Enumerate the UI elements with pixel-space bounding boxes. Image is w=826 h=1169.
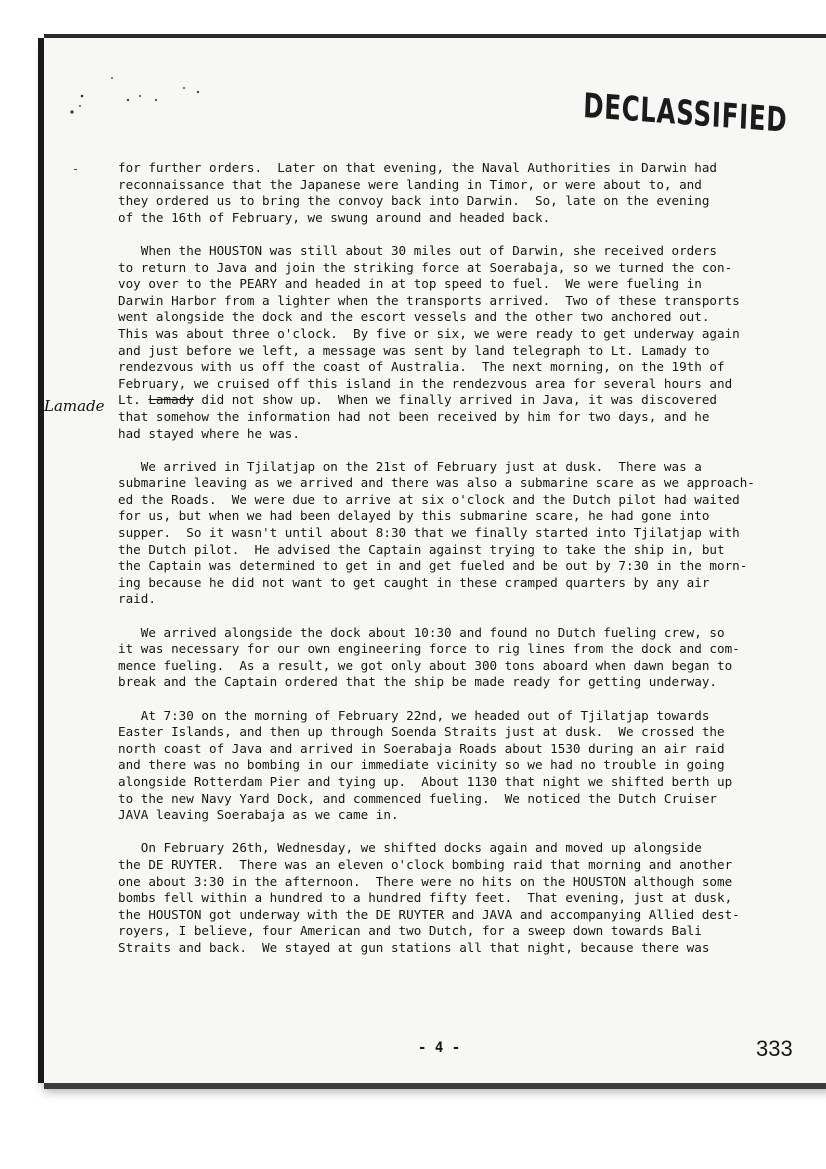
text-line: On February 26th, Wednesday, we shifted docks again and moved up alongside xyxy=(118,840,702,856)
scan-specks xyxy=(60,70,220,130)
text-line: voy over to the PEARY and headed in at top speed to fuel. We were fueling in xyxy=(118,276,702,292)
paragraph xyxy=(118,625,798,691)
text-line: February, we cruised off this island in the rendezvous area for several hours and xyxy=(118,375,733,391)
text-line: went alongside the dock and the escort vessels and the other two anchored out. xyxy=(118,309,710,325)
text-line-struck-name: Lt. Lamady did not show up. When we finally arrived in Java, it was discovered xyxy=(118,392,718,408)
text-line: break and the Captain ordered that the ship be made ready for getting underway. xyxy=(118,674,717,690)
text-line: the Captain was determined to get in and get fueled and be out by 7:30 in the morn- xyxy=(118,558,748,574)
text-line: had stayed where he was. xyxy=(118,425,300,441)
paragraph xyxy=(118,160,798,226)
text-line: When the HOUSTON was still about 30 miles out of Darwin, she received orders xyxy=(118,242,717,258)
text-line: We arrived in Tjilatjap on the 21st of February just at dusk. There was a xyxy=(118,458,702,474)
paragraph xyxy=(118,243,798,442)
document-body xyxy=(118,160,798,973)
margin-mark: - xyxy=(72,162,80,176)
text-line: Darwin Harbor from a lighter when the transports arrived. Two of these transports xyxy=(118,292,740,308)
text-line: raid. xyxy=(118,591,156,607)
text-line: ing because he did not want to get caught in these cramped quarters by any air xyxy=(118,574,710,590)
text-line: the HOUSTON got underway with the DE RUYTER and JAVA and accompanying Allied dest- xyxy=(118,906,740,922)
document-number: 333 xyxy=(756,1036,793,1061)
text-line: and there was no bombing in our immediate vicinity so we had no trouble in going xyxy=(118,757,725,773)
text-line: north coast of Java and arrived in Soerabaja Roads about 1530 during an air raid xyxy=(118,740,725,756)
text-line: alongside Rotterdam Pier and tying up. About 1130 that night we shifted berth up xyxy=(118,773,733,789)
text-line: of the 16th of February, we swung around and headed back. xyxy=(118,209,551,225)
text-line: submarine leaving as we arrived and there was also a submarine scare as we approach- xyxy=(118,475,755,491)
text-line: for further orders. Later on that evening, the Naval Authorities in Darwin had xyxy=(118,160,717,175)
text-line: royers, I believe, four American and two Dutch, for a sweep down towards Bali xyxy=(118,923,702,939)
text-line: for us, but when we had been delayed by this submarine scare, he had gone into xyxy=(118,508,710,524)
paragraph xyxy=(118,459,798,608)
paragraph xyxy=(118,708,798,824)
text-line: they ordered us to bring the convoy back into Darwin. So, late on the evening xyxy=(118,193,710,209)
declassified-stamp: DECLASSIFIED xyxy=(582,86,789,141)
text-line: the Dutch pilot. He advised the Captain against trying to take the ship in, but xyxy=(118,541,725,557)
paragraph xyxy=(118,840,798,956)
text-line: supper. So it wasn't until about 8:30 that we finally started into Tjilatjap with xyxy=(118,525,740,541)
text-line: to the new Navy Yard Dock, and commenced fueling. We noticed the Dutch Cruiser xyxy=(118,790,717,806)
text-line: This was about three o'clock. By five or six, we were ready to get underway again xyxy=(118,325,740,341)
text-line: At 7:30 on the morning of February 22nd, we headed out of Tjilatjap towards xyxy=(118,707,710,723)
text-line: Easter Islands, and then up through Soenda Straits just at dusk. We crossed the xyxy=(118,724,725,740)
struck-name: Lamady xyxy=(148,392,194,408)
page-number: - 4 - xyxy=(418,1040,461,1056)
text-line: rendezvous with us off the coast of Australia. The next morning, on the 19th of xyxy=(118,359,725,375)
handwritten-margin-note: Lamade xyxy=(44,397,105,415)
text-line: bombs fell within a hundred to a hundred fifty feet. That evening, just at dusk, xyxy=(118,890,733,906)
text-line: that somehow the information had not been received by him for two days, and he xyxy=(118,408,710,424)
text-line: to return to Java and join the striking force at Soerabaja, so we turned the con- xyxy=(118,259,733,275)
text-line: We arrived alongside the dock about 10:30 and found no Dutch fueling crew, so xyxy=(118,624,725,640)
text-line: it was necessary for our own engineering force to rig lines from the dock and com- xyxy=(118,641,740,657)
text-line: Straits and back. We stayed at gun stations all that night, because there was xyxy=(118,939,710,955)
text-line: one about 3:30 in the afternoon. There were no hits on the HOUSTON although some xyxy=(118,873,733,889)
text-line: the DE RUYTER. There was an eleven o'clock bombing raid that morning and another xyxy=(118,856,733,872)
text-line: reconnaissance that the Japanese were landing in Timor, or were about to, and xyxy=(118,176,702,192)
text-line: JAVA leaving Soerabaja as we came in. xyxy=(118,807,399,823)
text-line: ed the Roads. We were due to arrive at six o'clock and the Dutch pilot had waited xyxy=(118,491,740,507)
text-line: mence fueling. As a result, we got only about 300 tons aboard when dawn began to xyxy=(118,657,733,673)
text-line: and just before we left, a message was sent by land telegraph to Lt. Lamady to xyxy=(118,342,710,358)
